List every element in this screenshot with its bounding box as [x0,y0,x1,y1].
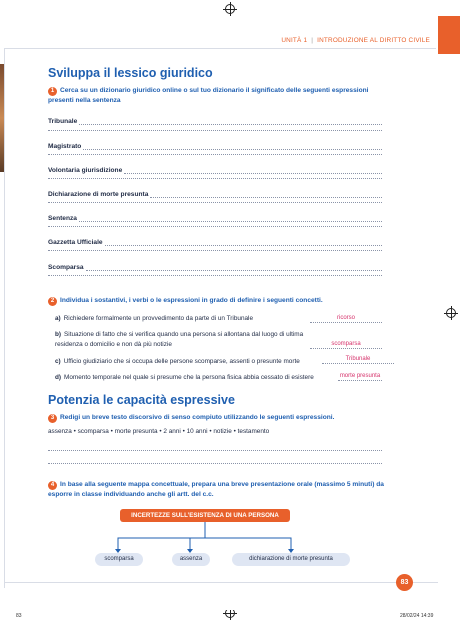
item-letter: b) [55,331,62,338]
item-letter: d) [55,374,62,381]
print-slug-left: 83 [16,613,22,619]
item-text: Ufficio giudiziario che si occupa delle persone scomparse, assenti o presunte morte [63,358,300,365]
header-separator: | [311,37,314,44]
footer-divider [4,582,438,583]
question-2 [48,296,388,306]
term-row-sentenza[interactable] [48,212,382,222]
unit-title: INTRODUZIONE AL DIRITTO CIVILE [317,37,430,44]
answer-line-extra[interactable] [48,250,382,251]
term-row-dichiarazione-morte-presunta[interactable] [48,188,382,198]
item-a [55,314,305,324]
answer-line[interactable] [124,167,382,174]
question-1-text: Cerca su un dizionario giuridico online o sul tuo dizionario il significato delle seguenti espressioni presenti nella sentenza [48,87,369,104]
answer-line[interactable] [79,215,382,222]
question-3-text: Redigi un breve testo discorsivo di senso compiuto utilizzando le seguenti espressioni. [60,414,335,421]
answer-b[interactable]: scomparsa [310,340,382,349]
answer-line[interactable] [86,264,382,271]
answer-line[interactable] [79,118,382,125]
term-label: Tribunale [48,118,78,125]
item-letter: a) [55,315,61,322]
question-3 [48,413,388,423]
term-label: Magistrato [48,143,82,150]
section-title-capacita: Potenzia le capacità espressive [48,393,235,407]
answer-line[interactable] [150,191,382,198]
item-text: Richiedere formalmente un provvedimento da parte di un Tribunale [63,315,254,322]
answer-line-extra[interactable] [48,202,382,203]
chapter-tab [438,16,460,54]
answer-a[interactable]: ricorso [310,314,382,323]
answer-line-extra[interactable] [48,275,382,276]
concept-node-assenza: assenza [172,553,210,566]
question-4 [48,480,388,500]
answer-d[interactable]: morte presunta [339,373,381,379]
answer-line[interactable] [83,143,382,150]
section-title-lessico: Sviluppa il lessico giuridico [48,66,213,80]
question-number-badge: 3 [48,414,57,423]
question-2-text: Individua i sostantivi, i verbi o le espressioni in grado di definire i seguenti concetti. [60,297,323,304]
item-text: Situazione di fatto che si verifica quando una persona si allontana dal luogo di ultima residenza o domicilio e non dà più notizie [55,331,304,348]
running-header [281,37,430,44]
answer-line[interactable] [105,239,382,246]
term-row-scomparsa[interactable] [48,261,382,271]
concept-map-root: INCERTEZZE SULL’ESISTENZA DI UNA PERSONA [120,509,290,522]
item-d [55,373,337,383]
answer-line-extra[interactable] [48,226,382,227]
term-label: Sentenza [48,215,77,222]
term-label: Volontaria giurisdizione [48,167,123,174]
item-text: Momento temporale nel quale si presume che la persona fisica abbia cessato di esistere [64,374,314,381]
term-row-gazzetta-ufficiale[interactable] [48,236,382,246]
print-slug-right: 28/02/24 14:39 [400,613,434,619]
term-row-volontaria-giurisdizione[interactable] [48,164,382,174]
expressions-list: assenza • scomparsa • morte presunta • 2 anni • 10 anni • notizie • testamento [48,428,270,435]
registration-mark-right [446,308,456,318]
term-label: Gazzetta Ufficiale [48,239,103,246]
question-number-badge: 2 [48,297,57,306]
answer-line-extra[interactable] [48,154,382,155]
item-c [55,357,320,367]
question-number-badge: 1 [48,87,57,96]
answer-line-extra[interactable] [48,178,382,179]
answer-line-extra[interactable] [48,130,382,131]
term-row-tribunale[interactable] [48,115,382,125]
question-number-badge: 4 [48,481,57,490]
item-b [55,330,305,349]
header-divider [4,48,436,49]
term-label: Scomparsa [48,264,84,271]
term-row-magistrato[interactable] [48,140,382,150]
concept-node-dichiarazione-morte-presunta: dichiarazione di morte presunta [232,553,350,566]
margin-rule [4,48,5,588]
question-4-text: In base alla seguente mappa concettuale, prepara una breve presentazione orale (massimo 5 minuti) da esporre in classe individuando anche gli artt. del c.c. [48,481,384,498]
question-1 [48,86,388,106]
concept-node-scomparsa: scomparsa [95,553,143,566]
term-label: Dichiarazione di morte presunta [48,191,149,198]
answer-c[interactable]: Tribunale [322,355,394,364]
unit-label: UNITÀ 1 [281,37,308,44]
registration-mark-top [225,4,235,14]
item-letter: c) [55,358,61,365]
writing-line[interactable] [48,463,382,464]
writing-line[interactable] [48,450,382,451]
page-number-badge: 83 [396,574,413,591]
